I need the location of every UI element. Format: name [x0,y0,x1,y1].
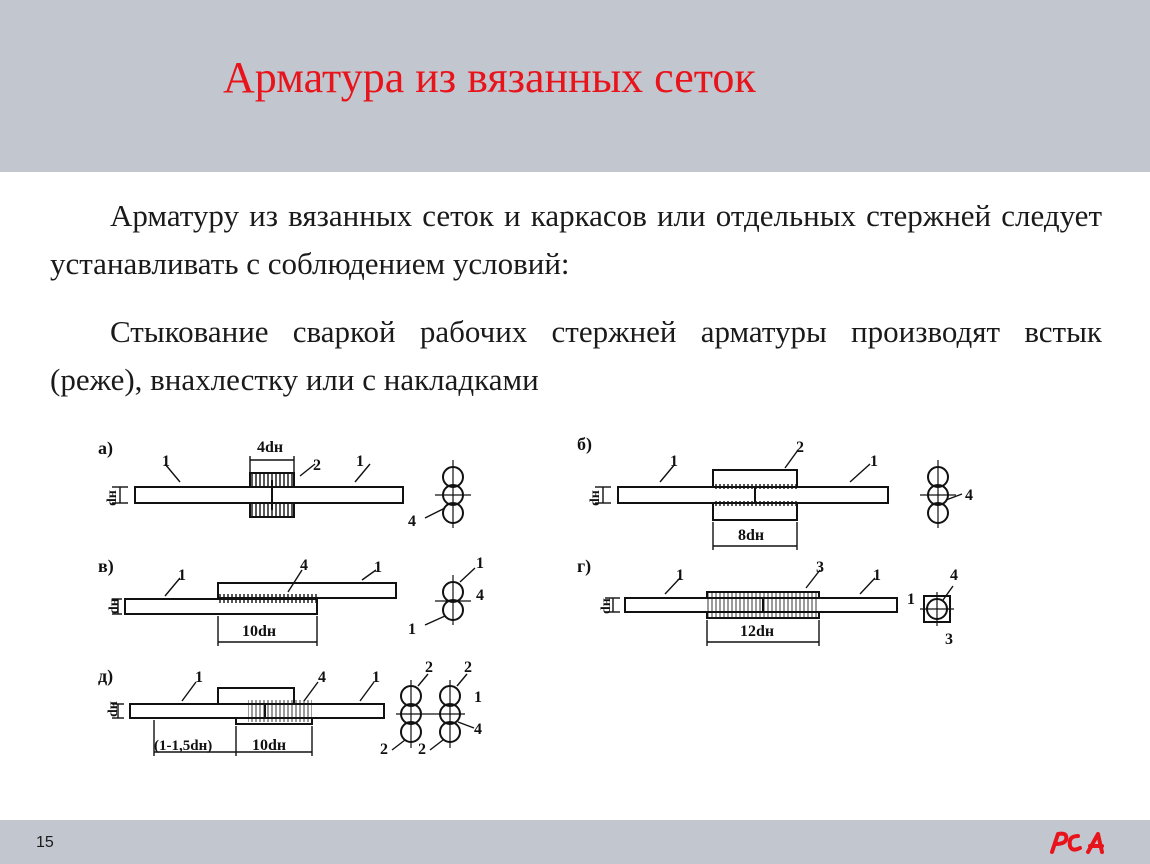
label-3: 3 [945,631,953,648]
label-2: 2 [425,659,433,676]
label-4: 4 [950,567,958,584]
panel-d-dim: 10dн [252,737,287,754]
dim-dn: dн [107,598,122,614]
dim-dn: dн [588,490,603,506]
label-1: 1 [873,567,881,584]
panel-g-dim: 12dн [740,623,775,640]
dim-dn: dн [599,598,614,614]
label-1: 1 [408,621,416,638]
dim-dn: dн [106,701,121,717]
label-4: 4 [408,513,416,530]
label-1: 1 [178,567,186,584]
panel-v-dim: 10dн [242,623,277,640]
panel-d-dim2: (1-1,5dн) [154,738,213,754]
panel-v-letter: в) [98,556,114,576]
label-4: 4 [965,487,973,504]
slide-title: Арматура из вязанных сеток [223,53,756,102]
footer-band [0,820,1150,864]
label-1: 1 [374,559,382,576]
panel-b [595,450,962,550]
label-2: 2 [380,741,388,758]
paragraph-welding: Стыкование сваркой рабочих стержней арматуры производят встык (реже), внахлестку или с накладками [50,314,1102,397]
dim-dn: dн [105,490,120,506]
label-1: 1 [162,453,170,470]
paragraph-conditions: Арматуру из вязанных сеток и каркасов или отдельных стержней следует устанавливать с соблюдением условий: [50,198,1102,281]
rod [135,487,403,503]
label-4: 4 [318,669,326,686]
label-4: 4 [476,587,484,604]
label-1: 1 [356,453,364,470]
page-number: 15 [36,834,54,851]
panel-v [112,568,475,646]
label-2: 2 [418,741,426,758]
label-1: 1 [476,555,484,572]
label-1: 1 [670,453,678,470]
rzd-logo-icon [1048,828,1108,856]
panel-a-letter: а) [98,438,113,458]
label-3: 3 [816,559,824,576]
label-1: 1 [474,689,482,706]
label-2: 2 [464,659,472,676]
panel-b-dim: 8dн [738,527,765,544]
label-1: 1 [676,567,684,584]
panel-d-letter: д) [98,666,114,686]
label-1: 1 [907,591,915,608]
panel-a-dim: 4dн [257,439,284,456]
panel-g-letter: г) [577,556,592,576]
label-1: 1 [372,669,380,686]
panel-g [605,570,954,646]
label-2: 2 [313,457,321,474]
label-4: 4 [474,721,482,738]
label-4: 4 [300,557,308,574]
welding-joints-figure [70,420,1080,780]
label-1: 1 [870,453,878,470]
label-2: 2 [796,439,804,456]
label-1: 1 [195,669,203,686]
panel-b-letter: б) [577,434,592,454]
